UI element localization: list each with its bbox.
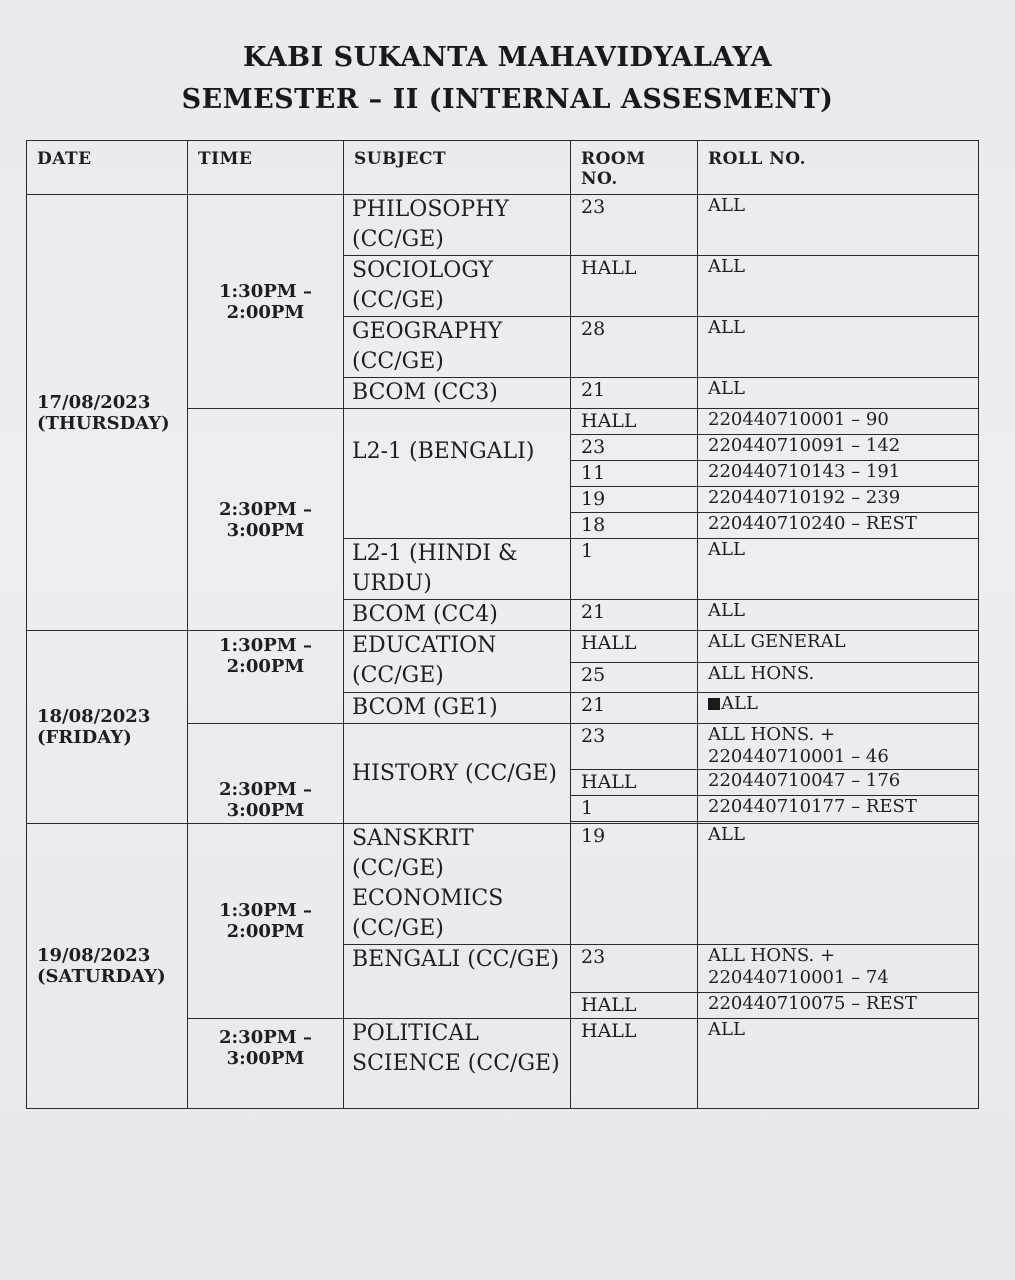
room-cell: 21 <box>571 378 698 409</box>
roll-cell <box>698 724 979 770</box>
roll-line: 220440710001 – 74 <box>708 967 889 988</box>
room-cell: 28 <box>571 317 698 378</box>
room-cell: 19 <box>571 824 698 945</box>
roll-cell: 220440710240 – REST <box>698 513 979 539</box>
roll-cell <box>698 693 979 724</box>
room-cell: 18 <box>571 513 698 539</box>
time-cell <box>188 631 344 724</box>
time-end: 3:00PM <box>226 519 305 541</box>
roll-cell: ALL <box>698 1019 979 1109</box>
roll-cell: 220440710192 – 239 <box>698 487 979 513</box>
subject-cell: L2-1 (BENGALI) <box>344 409 571 539</box>
weekday-value: (SATURDAY) <box>37 966 166 987</box>
date-cell <box>27 195 188 631</box>
time-cell <box>188 409 344 631</box>
roll-line: ALL HONS. + <box>708 724 836 745</box>
roll-cell: ALL HONS. <box>698 663 979 693</box>
table-row <box>27 195 979 256</box>
subject-cell: BCOM (CC3) <box>344 378 571 409</box>
date-value: 19/08/2023 <box>37 945 151 966</box>
time-start: 2:30PM – <box>219 498 312 520</box>
header-row <box>27 141 979 195</box>
subject-cell <box>344 824 571 945</box>
date-value: 17/08/2023 <box>37 391 151 413</box>
time-cell <box>188 824 344 1019</box>
room-cell: 11 <box>571 461 698 487</box>
time-start: 2:30PM – <box>219 1027 312 1048</box>
room-cell: 19 <box>571 487 698 513</box>
room-cell: 25 <box>571 663 698 693</box>
roll-cell <box>698 945 979 993</box>
roll-cell: ALL <box>698 378 979 409</box>
time-cell <box>188 724 344 824</box>
time-end: 2:00PM <box>226 921 305 942</box>
roll-cell: 220440710143 – 191 <box>698 461 979 487</box>
room-cell: HALL <box>571 409 698 435</box>
time-end: 2:00PM <box>226 656 305 677</box>
room-cell: 21 <box>571 693 698 724</box>
roll-cell: 220440710047 – 176 <box>698 770 979 796</box>
time-end: 2:00PM <box>226 301 305 323</box>
subject-cell: PHILOSOPHY (CC/GE) <box>344 195 571 256</box>
roll-cell: ALL <box>698 256 979 317</box>
time-start: 1:30PM – <box>219 635 312 656</box>
roll-cell: ALL <box>698 539 979 600</box>
time-start: 2:30PM – <box>219 779 312 800</box>
roll-cell: ALL <box>698 195 979 256</box>
roll-cell: 220440710001 – 90 <box>698 409 979 435</box>
room-cell: 23 <box>571 195 698 256</box>
roll-cell: 220440710177 – REST <box>698 796 979 822</box>
subject-cell: POLITICAL SCIENCE (CC/GE) <box>344 1019 571 1109</box>
roll-cell: ALL GENERAL <box>698 631 979 663</box>
date-cell <box>27 824 188 1109</box>
subject-line: SANSKRIT (CC/GE) <box>352 826 474 881</box>
subject-cell: L2-1 (HINDI & URDU) <box>344 539 571 600</box>
time-start: 1:30PM – <box>219 900 312 921</box>
subject-cell: GEOGRAPHY (CC/GE) <box>344 317 571 378</box>
room-cell: 23 <box>571 945 698 993</box>
roll-cell: ALL <box>698 600 979 631</box>
header-room-no: ROOM NO. <box>571 141 698 195</box>
room-cell: HALL <box>571 1019 698 1109</box>
roll-line: 220440710001 – 46 <box>708 746 889 767</box>
time-end: 3:00PM <box>226 800 305 821</box>
roll-cell: ALL <box>698 317 979 378</box>
roll-text: ALL <box>721 693 758 714</box>
subject-cell: BCOM (GE1) <box>344 693 571 724</box>
subject-line: ECONOMICS (CC/GE) <box>352 886 504 941</box>
room-cell: 21 <box>571 600 698 631</box>
room-cell: HALL <box>571 770 698 796</box>
roll-cell: 220440710075 – REST <box>698 993 979 1019</box>
room-cell: HALL <box>571 256 698 317</box>
weekday-value: (FRIDAY) <box>37 727 132 748</box>
roll-line: ALL HONS. + <box>708 945 836 966</box>
header-subject: SUBJECT <box>344 141 571 195</box>
ink-blot <box>708 698 720 710</box>
header-date: DATE <box>27 141 188 195</box>
room-cell: HALL <box>571 631 698 663</box>
subject-cell: BCOM (CC4) <box>344 600 571 631</box>
date-value: 18/08/2023 <box>37 706 151 727</box>
room-cell: 1 <box>571 796 698 822</box>
time-start: 1:30PM – <box>219 280 312 302</box>
exam-title: SEMESTER – II (INTERNAL ASSESMENT) <box>181 84 834 115</box>
weekday-value: (THURSDAY) <box>37 412 170 434</box>
exam-schedule-table <box>26 140 979 1109</box>
room-cell: 23 <box>571 435 698 461</box>
room-cell: 23 <box>571 724 698 770</box>
table-row <box>27 631 979 663</box>
subject-cell: BENGALI (CC/GE) <box>344 945 571 1019</box>
date-cell <box>27 631 188 824</box>
header-roll-no: ROLL NO. <box>698 141 979 195</box>
roll-cell: ALL <box>698 824 979 945</box>
time-cell <box>188 195 344 409</box>
college-name: KABI SUKANTA MAHAVIDYALAYA <box>242 42 773 73</box>
header-time: TIME <box>188 141 344 195</box>
subject-cell: EDUCATION (CC/GE) <box>344 631 571 693</box>
table-row <box>27 824 979 945</box>
roll-cell: 220440710091 – 142 <box>698 435 979 461</box>
subject-cell: SOCIOLOGY (CC/GE) <box>344 256 571 317</box>
time-end: 3:00PM <box>226 1048 305 1069</box>
room-cell: HALL <box>571 993 698 1019</box>
room-cell: 1 <box>571 539 698 600</box>
subject-cell: HISTORY (CC/GE) <box>344 724 571 824</box>
time-cell <box>188 1019 344 1109</box>
